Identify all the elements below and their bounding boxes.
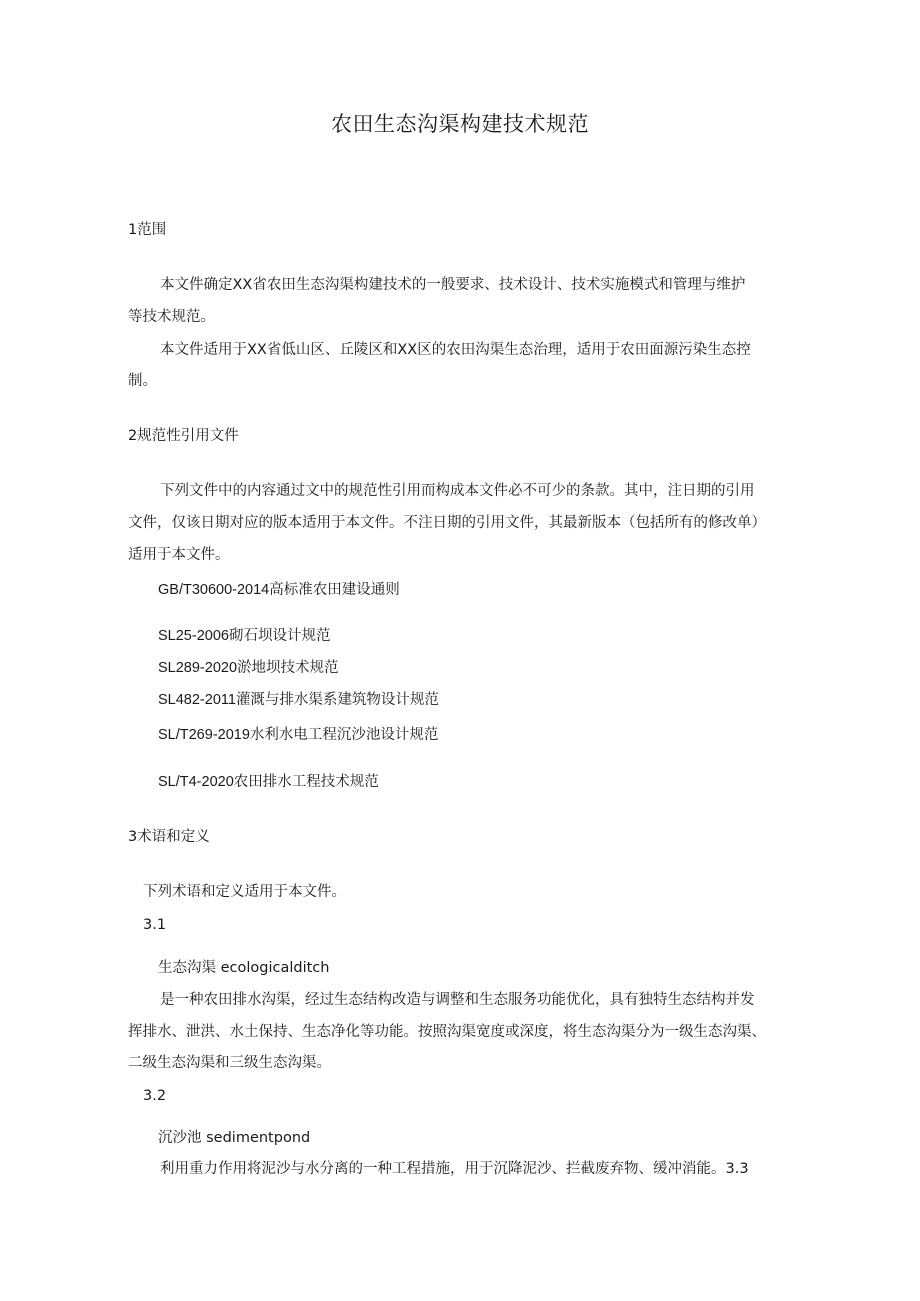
paragraph-line: 文件，仅该日期对应的版本适用于本文件。不注日期的引用文件，其最新版本（包括所有的修改单） (128, 515, 766, 531)
paragraph-line: 制。 (128, 373, 157, 389)
reference-item: SL/T269-2019水利水电工程沉沙池设计规范 (158, 727, 439, 743)
paragraph-line: 下列文件中的内容通过文中的规范性引用而构成本文件必不可少的条款。其中，注日期的引用 (160, 483, 755, 499)
paragraph-line: 挥排水、泄洪、水土保持、生态净化等功能。按照沟渠宽度或深度，将生态沟渠分为一级生态沟渠、 (128, 1024, 766, 1040)
reference-item: SL289-2020淤地坝技术规范 (158, 660, 339, 676)
paragraph-line: 是一种农田排水沟渠，经过生态结构改造与调整和生态服务功能优化，具有独特生态结构并发 (160, 992, 755, 1008)
paragraph-line: 本文件确定XX省农田生态沟渠构建技术的一般要求、技术设计、技术实施模式和管理与维护 (160, 277, 746, 293)
reference-item: GB/T30600-2014高标准农田建设通则 (158, 582, 400, 598)
reference-item: SL25-2006砌石坝设计规范 (158, 628, 331, 644)
section-heading-scope: 1范围 (128, 222, 167, 238)
paragraph-line: 利用重力作用将泥沙与水分离的一种工程措施，用于沉降泥沙、拦截废弃物、缓冲消能。3.3 (160, 1161, 749, 1177)
reference-item: SL/T4-2020农田排水工程技术规范 (158, 774, 379, 790)
document-title: 农田生态沟渠构建技术规范 (331, 112, 589, 136)
term-number: 3.2 (143, 1088, 167, 1104)
paragraph-line: 等技术规范。 (128, 309, 215, 325)
section-heading-normative-references: 2规范性引用文件 (128, 428, 239, 444)
paragraph-line: 本文件适用于XX省低山区、丘陵区和XX区的农田沟渠生态治理，适用于农田面源污染生态控 (160, 342, 751, 358)
reference-item: SL482-2011灌溉与排水渠系建筑物设计规范 (158, 692, 439, 708)
term-number: 3.1 (143, 917, 167, 933)
paragraph-line: 二级生态沟渠和三级生态沟渠。 (128, 1055, 331, 1071)
term-name: 生态沟渠 ecologicalditch (158, 960, 330, 976)
term-name: 沉沙池 sedimentpond (158, 1130, 311, 1146)
paragraph-line: 适用于本文件。 (128, 547, 230, 563)
paragraph-line: 下列术语和定义适用于本文件。 (143, 884, 346, 900)
section-heading-terms-definitions: 3术语和定义 (128, 829, 210, 845)
